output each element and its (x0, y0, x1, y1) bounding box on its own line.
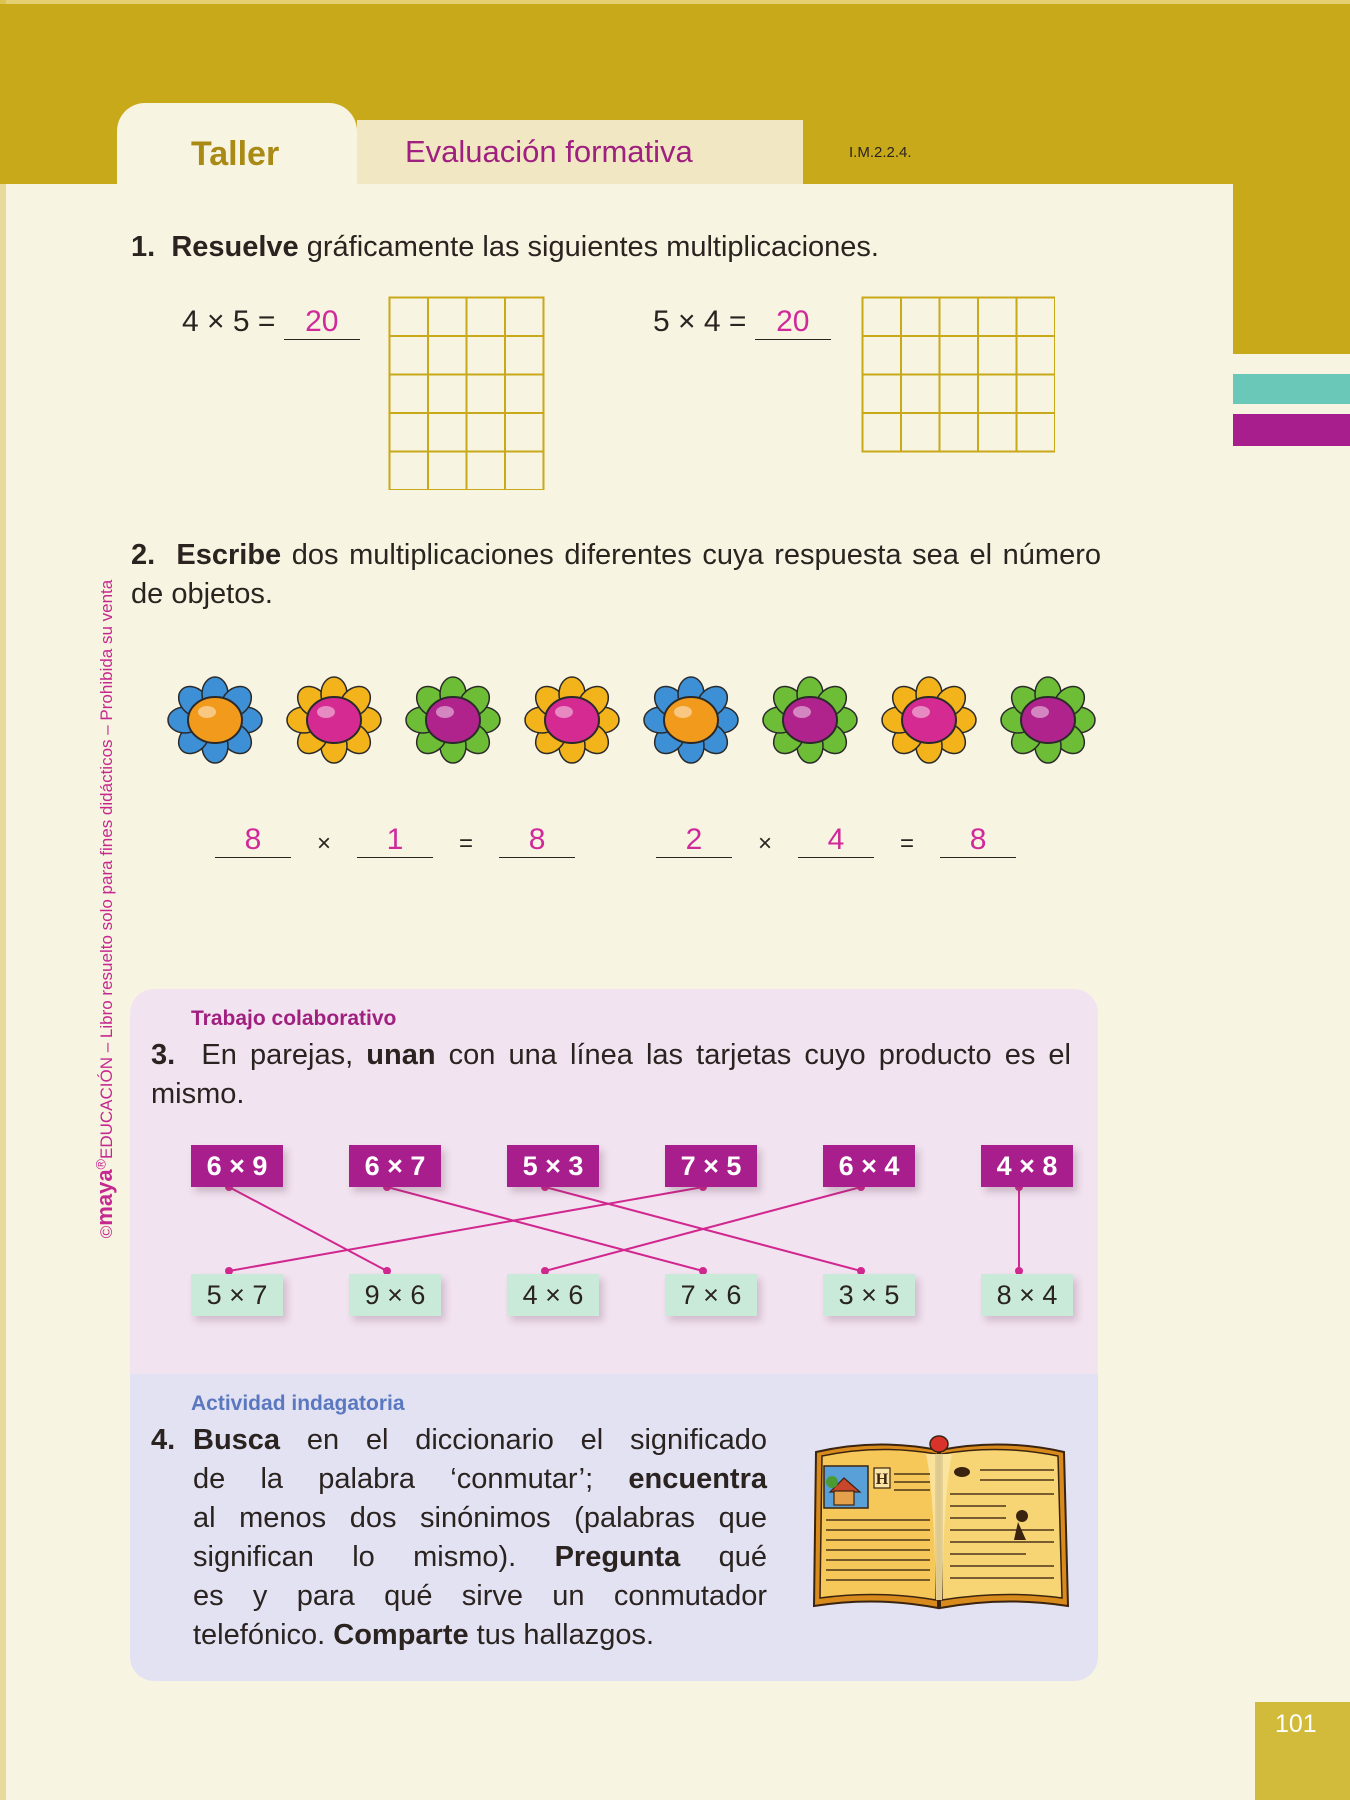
text-span: al menos dos sinónimos (palabras que (193, 1502, 767, 1534)
open-book-illustration (806, 1430, 1072, 1618)
grid-cell[interactable] (978, 298, 1017, 337)
question-1 (131, 228, 879, 267)
result-blank[interactable]: 8 (499, 823, 575, 858)
flower-icon (882, 677, 976, 763)
text-span: en el diccionario el significado (280, 1424, 767, 1456)
grid-cells (390, 298, 544, 491)
grid-cell[interactable] (428, 452, 467, 491)
flower-icon (644, 677, 738, 763)
book-letter: H (875, 1471, 889, 1488)
grid-cell[interactable] (428, 413, 467, 452)
grid-cell[interactable] (467, 452, 506, 491)
grid-cell[interactable] (940, 298, 979, 337)
grid-cell[interactable] (467, 298, 506, 337)
match-line (229, 1187, 703, 1271)
grid-cell[interactable] (940, 336, 979, 375)
grid-cell[interactable] (901, 336, 940, 375)
question-text: dos multiplicaciones diferentes cuya respuesta sea el número de objetos. (131, 539, 1101, 610)
flower-icon (406, 677, 500, 763)
grid-cell[interactable] (1017, 375, 1056, 414)
grid-cell[interactable] (505, 336, 544, 375)
question-text: con una línea las tarjetas cuyo producto es el mismo. (151, 1039, 1071, 1110)
text-span: significan lo mismo). (193, 1541, 555, 1573)
grid-cell[interactable] (863, 298, 902, 337)
equals-sign: = (900, 830, 915, 857)
match-line (229, 1187, 387, 1271)
question-4 (151, 1421, 175, 1460)
grid-cell[interactable] (1017, 336, 1056, 375)
answer-blank[interactable]: 20 (284, 305, 360, 340)
right-color-band (1233, 184, 1350, 354)
question-4-text (193, 1421, 767, 1655)
question-number: 2. (131, 539, 156, 571)
top-card[interactable]: 6 × 4 (823, 1145, 915, 1187)
result-blank[interactable]: 8 (940, 823, 1016, 858)
q1-right-grid (861, 296, 1055, 453)
q1-left-equation (182, 305, 360, 340)
text-span: de la palabra ‘conmutar’; (193, 1463, 629, 1495)
question-3 (151, 1036, 1071, 1114)
legend-text: EDUCACIÓN – Libro resuelto solo para fines didácticos – Prohibida su venta (97, 579, 116, 1159)
q1-right-equation (653, 305, 831, 340)
flower-icon (1001, 677, 1095, 763)
grid-cell[interactable] (390, 336, 429, 375)
top-card[interactable]: 6 × 7 (349, 1145, 441, 1187)
grid-cell[interactable] (1017, 413, 1056, 452)
question-2 (131, 536, 1101, 614)
question-verb: Busca (193, 1424, 281, 1456)
grid-cell[interactable] (978, 336, 1017, 375)
text-span: telefónico. (193, 1619, 334, 1651)
grid-cell[interactable] (390, 413, 429, 452)
collaborative-label: Trabajo colaborativo (191, 1007, 397, 1030)
question-verb: unan (366, 1039, 436, 1071)
grid-cell[interactable] (1017, 298, 1056, 337)
top-card[interactable]: 6 × 9 (191, 1145, 283, 1187)
question-verb: Resuelve (171, 231, 299, 263)
text-line (193, 1499, 767, 1538)
question-verb: encuentra (628, 1463, 767, 1495)
matching-area (191, 1145, 1071, 1315)
factor-a-blank[interactable]: 8 (215, 823, 291, 858)
grid-cell[interactable] (390, 452, 429, 491)
top-card[interactable]: 4 × 8 (981, 1145, 1073, 1187)
question-number: 4. (151, 1424, 176, 1456)
tab-evaluacion-formativa (357, 120, 803, 184)
tab-evaluacion-label: Evaluación formativa (405, 134, 693, 169)
teal-tab-marker (1233, 374, 1350, 404)
question-text-pre: En parejas, (201, 1039, 367, 1071)
text-line (193, 1421, 767, 1460)
grid-cell[interactable] (901, 298, 940, 337)
grid-cell[interactable] (863, 336, 902, 375)
bottom-card[interactable]: 7 × 6 (665, 1274, 757, 1316)
grid-cell[interactable] (505, 375, 544, 414)
grid-cell[interactable] (505, 298, 544, 337)
q1-left-grid (388, 296, 545, 490)
text-span: tus hallazgos. (468, 1619, 655, 1651)
q2-equation-1 (215, 823, 575, 858)
tab-taller-label: Taller (191, 135, 280, 173)
match-line (387, 1187, 703, 1271)
grid-cell[interactable] (428, 375, 467, 414)
bottom-card[interactable]: 9 × 6 (349, 1274, 441, 1316)
top-card[interactable]: 5 × 3 (507, 1145, 599, 1187)
magenta-tab-marker (1233, 414, 1350, 446)
grid-cell[interactable] (940, 413, 979, 452)
grid-cell[interactable] (901, 413, 940, 452)
question-number: 1. (131, 231, 156, 263)
flower-icon (168, 677, 262, 763)
grid-cell[interactable] (390, 298, 429, 337)
grid-cells (863, 298, 1056, 452)
equation-expression: 4 × 5 = (182, 305, 284, 338)
grid-cell[interactable] (978, 413, 1017, 452)
tab-taller (117, 103, 357, 187)
text-line (193, 1577, 767, 1616)
grid-cell[interactable] (505, 452, 544, 491)
q2-equation-2 (656, 823, 1016, 858)
text-line (193, 1538, 767, 1577)
question-verb: Comparte (333, 1619, 469, 1651)
times-sign: × (317, 830, 332, 857)
left-edge-strip (0, 0, 6, 1800)
copyright-legend (92, 549, 118, 1269)
flower-icon (525, 677, 619, 763)
top-card[interactable]: 7 × 5 (665, 1145, 757, 1187)
matching-lines (191, 1145, 1071, 1315)
bottom-card[interactable]: 3 × 5 (823, 1274, 915, 1316)
text-span: qué (680, 1541, 767, 1573)
skill-code: I.M.2.2.4. (849, 144, 912, 161)
grid-cell[interactable] (505, 413, 544, 452)
grid-cell[interactable] (863, 413, 902, 452)
page-number: 101 (1275, 1710, 1317, 1738)
flower-row (160, 668, 1110, 772)
text-line (193, 1460, 767, 1499)
equals-sign: = (459, 830, 474, 857)
question-number: 3. (151, 1039, 176, 1071)
answer-blank[interactable]: 20 (755, 305, 831, 340)
grid-cell[interactable] (978, 375, 1017, 414)
grid-cell[interactable] (428, 298, 467, 337)
question-text: gráficamente las siguientes multiplicaciones. (298, 231, 879, 263)
question-verb: Escribe (176, 539, 282, 571)
registered-mark: ® (93, 1159, 110, 1170)
equation-expression: 5 × 4 = (653, 305, 755, 338)
inquiry-label: Actividad indagatoria (191, 1392, 405, 1415)
grid-cell[interactable] (467, 413, 506, 452)
grid-cell[interactable] (390, 375, 429, 414)
text-line (193, 1616, 767, 1655)
grid-cell[interactable] (428, 336, 467, 375)
factor-b-blank[interactable]: 1 (357, 823, 433, 858)
factor-a-blank[interactable]: 2 (656, 823, 732, 858)
text-span: es y para qué sirve un conmutador (193, 1580, 767, 1612)
grid-cell[interactable] (940, 375, 979, 414)
question-verb: Pregunta (554, 1541, 681, 1573)
copyright-symbol: © (97, 1225, 116, 1239)
grid-cell[interactable] (467, 336, 506, 375)
grid-cell[interactable] (863, 375, 902, 414)
grid-cell[interactable] (467, 375, 506, 414)
bottom-card[interactable]: 4 × 6 (507, 1274, 599, 1316)
flower-icon (763, 677, 857, 763)
flower-icon (287, 677, 381, 763)
times-sign: × (758, 830, 773, 857)
bottom-card[interactable]: 8 × 4 (981, 1274, 1073, 1316)
bottom-card[interactable]: 5 × 7 (191, 1274, 283, 1316)
grid-cell[interactable] (901, 375, 940, 414)
factor-b-blank[interactable]: 4 (798, 823, 874, 858)
brand-logo-text: maya (92, 1169, 117, 1226)
page-number-box (1255, 1702, 1350, 1800)
